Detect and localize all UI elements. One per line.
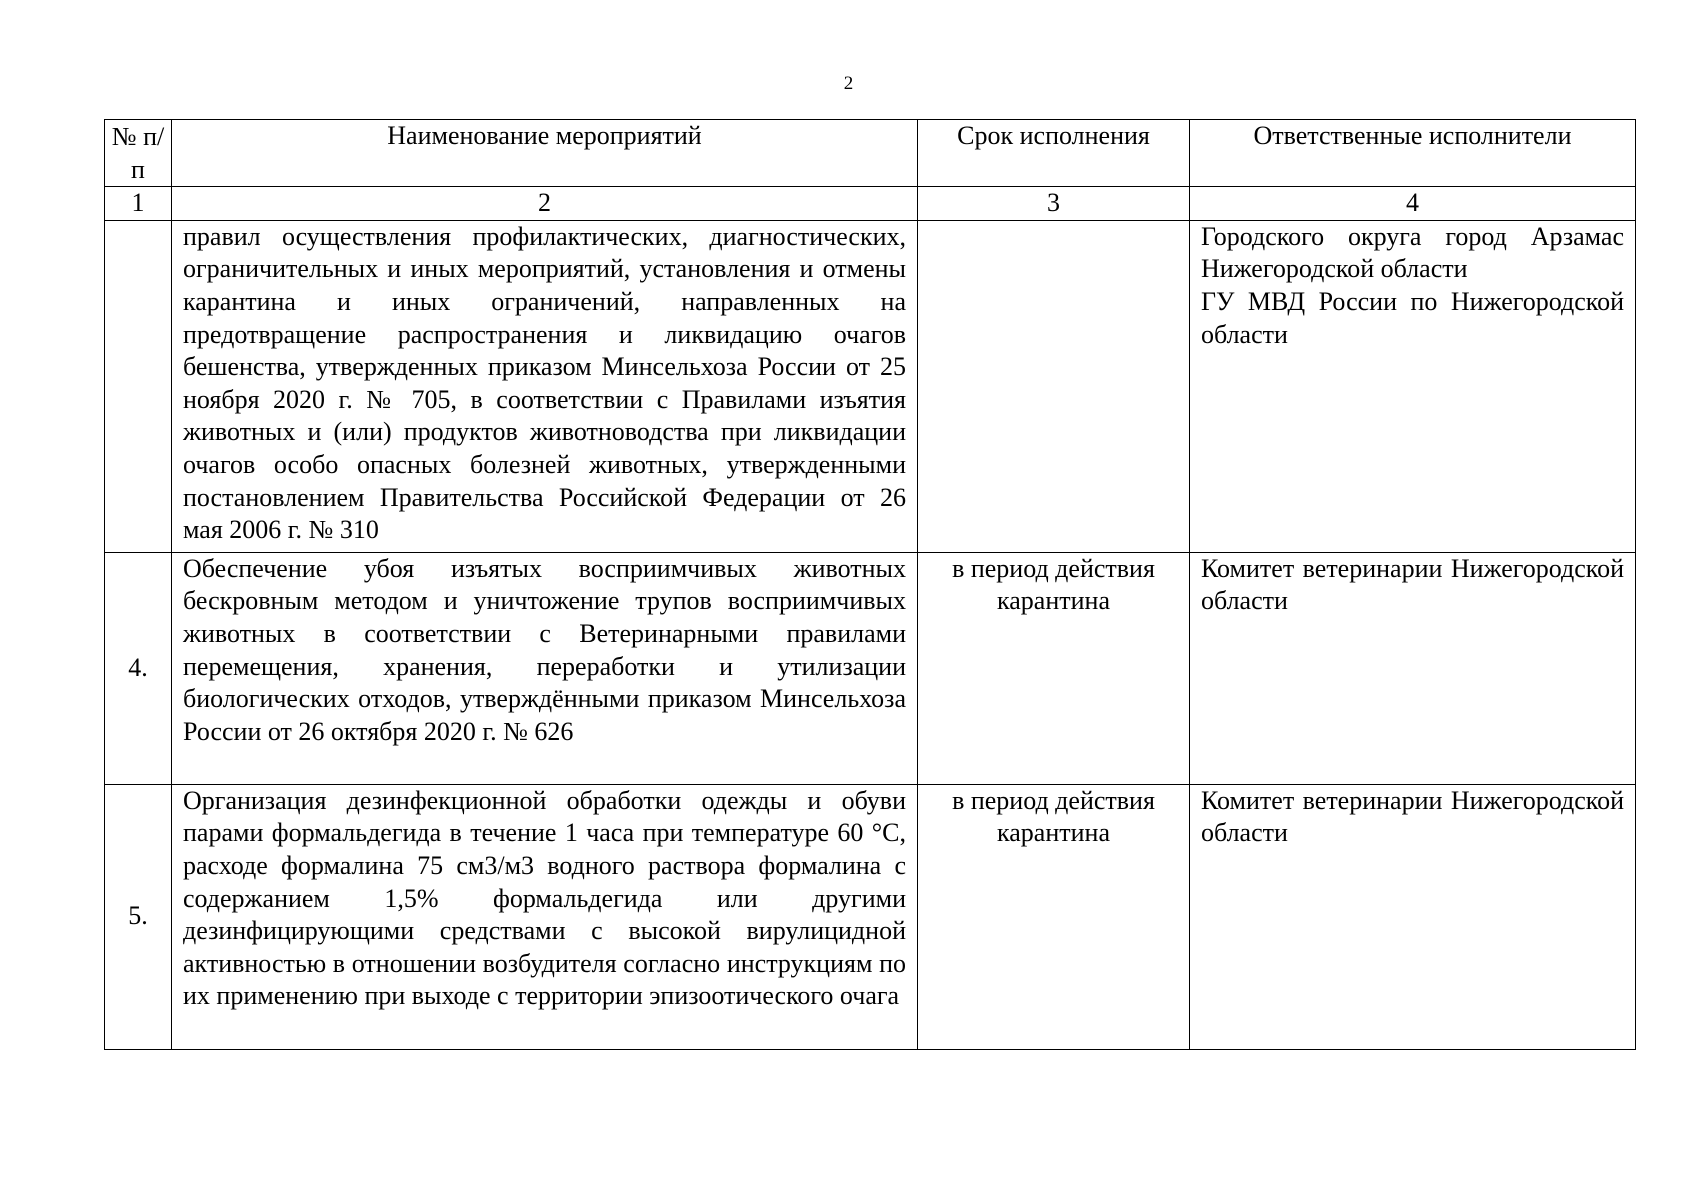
responsible-line: Комитет ветеринарии Нижегородской области [1201, 785, 1624, 848]
table-header-row [105, 120, 1636, 187]
header-measure-name: Наименование мероприятий [172, 120, 918, 187]
responsible-line: Комитет ветеринарии Нижегородской области [1201, 553, 1624, 616]
column-index: 3 [918, 187, 1190, 221]
column-index-row [105, 187, 1636, 221]
measure-text: Обеспечение убоя изъятых восприимчивых животных бескровным методом и уничтожение трупов восприимчивых животных в соответствии с Ветеринарными правилами перемещения, хранения, переработки и утилизации биологических отходов, утверждёнными приказом Минсельхоза России от 26 октября 2020 г. № 626 [172, 552, 918, 784]
responsible-line: ГУ МВД России по Нижегородской области [1201, 286, 1624, 349]
column-index: 4 [1190, 187, 1636, 221]
term-text: в период действия карантина [918, 552, 1190, 784]
row-number: 5. [105, 784, 172, 1049]
header-term: Срок исполнения [918, 120, 1190, 187]
responsible-line: Городского округа город Арзамас Нижегородской области [1201, 221, 1624, 284]
row-number [105, 220, 172, 552]
responsible-cell [1190, 784, 1636, 1049]
column-index: 2 [172, 187, 918, 221]
term-text: в период действия карантина [918, 784, 1190, 1049]
column-index: 1 [105, 187, 172, 221]
measure-text: правил осуществления профилактических, диагностических, ограничительных и иных мероприятий, установления и отмены карантина и иных ограничений, направленных на предотвращение распространения и ликвидацию очагов бешенства, утвержденных приказом Минсельхоза России от 25 ноября 2020 г. № 705, в соответствии с Правилами изъятия животных и (или) продуктов животноводства при ликвидации очагов особо опасных болезней животных, утвержденными постановлением Правительства Российской Федерации от 26 мая 2006 г. № 310 [172, 220, 918, 552]
header-number: № п/п [105, 120, 172, 187]
table-row [105, 552, 1636, 784]
header-responsible: Ответственные исполнители [1190, 120, 1636, 187]
responsible-cell [1190, 552, 1636, 784]
term-text [918, 220, 1190, 552]
measures-table [104, 119, 1636, 1050]
page-number: 2 [843, 73, 854, 94]
measure-text: Организация дезинфекционной обработки одежды и обуви парами формальдегида в течение 1 часа при температуре 60 °С, расходе формалина 75 см3/м3 водного раствора формалина с содержанием 1,5% формальдегида или другими дезинфицирующими средствами с высокой вирулицидной активностью в отношении возбудителя согласно инструкциям по их применению при выходе с территории эпизоотического очага [172, 784, 918, 1049]
table-row [105, 220, 1636, 552]
responsible-cell [1190, 220, 1636, 552]
row-number: 4. [105, 552, 172, 784]
table-row [105, 784, 1636, 1049]
